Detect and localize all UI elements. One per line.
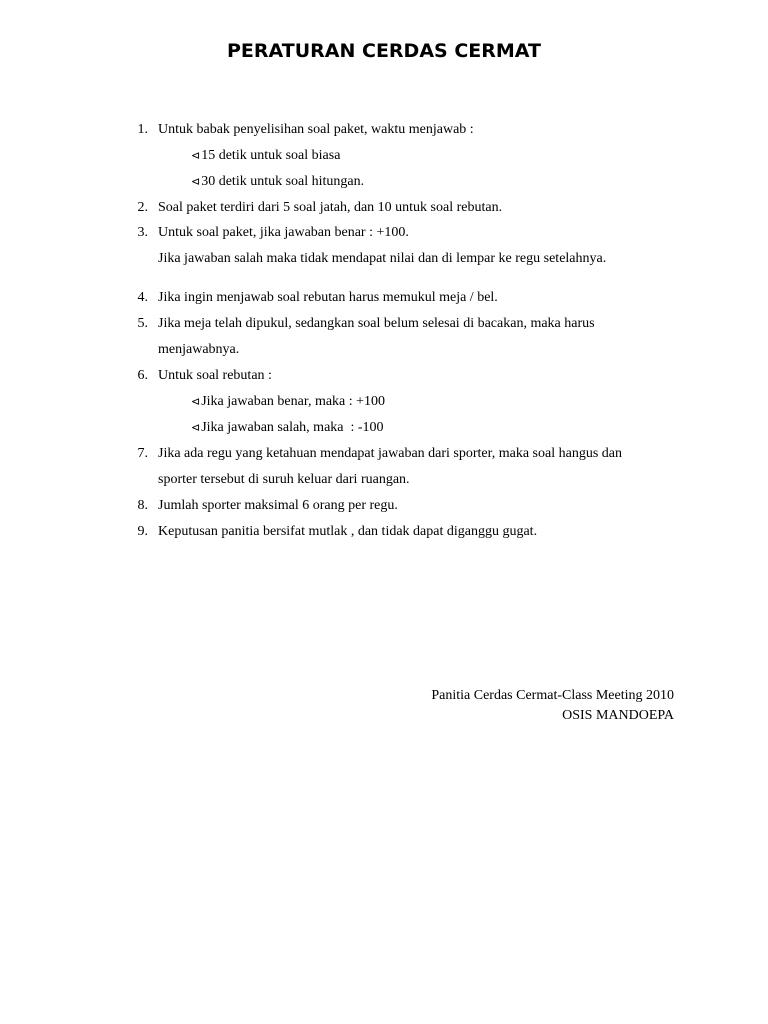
rule-6-text: Untuk soal rebutan : [158, 368, 272, 383]
rule-6-bullet-2: ⊲Jika jawaban salah, maka : -100 [191, 418, 384, 438]
signature-committee: Panitia Cerdas Cermat-Class Meeting 2010 [431, 688, 674, 703]
arrow-bullet-icon: ⊲ [191, 421, 201, 434]
rule-number-9: 9. [137, 524, 148, 539]
signature-organization: OSIS MANDOEPA [562, 708, 674, 723]
rule-number-3: 3. [137, 225, 148, 240]
rule-number-6: 6. [137, 368, 148, 383]
arrow-bullet-icon: ⊲ [191, 395, 201, 408]
rule-number-4: 4. [137, 290, 148, 305]
rule-1-bullet-1: ⊲15 detik untuk soal biasa [191, 146, 340, 166]
page-title: PERATURAN CERDAS CERMAT [227, 40, 541, 62]
rule-number-5: 5. [137, 316, 148, 331]
rule-1-text: Untuk babak penyelisihan soal paket, waktu menjawab : [158, 122, 474, 137]
rule-4-text: Jika ingin menjawab soal rebutan harus memukul meja / bel. [158, 290, 498, 305]
arrow-bullet-icon: ⊲ [191, 149, 201, 162]
rule-2-text: Soal paket terdiri dari 5 soal jatah, dan 10 untuk soal rebutan. [158, 200, 503, 215]
rule-5-text-cont: menjawabnya. [158, 342, 240, 357]
rule-5-text: Jika meja telah dipukul, sedangkan soal belum selesai di bacakan, maka harus [158, 316, 595, 331]
rule-7-text: Jika ada regu yang ketahuan mendapat jawaban dari sporter, maka soal hangus dan [158, 446, 622, 461]
rule-number-7: 7. [137, 446, 148, 461]
rule-number-2: 2. [137, 200, 148, 215]
rule-3-text: Untuk soal paket, jika jawaban benar : +100. [158, 225, 409, 240]
rule-7-text-cont: sporter tersebut di suruh keluar dari ruangan. [158, 472, 410, 487]
rule-8-text: Jumlah sporter maksimal 6 orang per regu. [158, 498, 398, 513]
rule-number-1: 1. [137, 122, 148, 137]
rule-9-text: Keputusan panitia bersifat mutlak , dan tidak dapat diganggu gugat. [158, 524, 538, 539]
rule-6-bullet-1: ⊲Jika jawaban benar, maka : +100 [191, 392, 385, 412]
rule-number-8: 8. [137, 498, 148, 513]
arrow-bullet-icon: ⊲ [191, 175, 201, 188]
rule-1-bullet-2: ⊲30 detik untuk soal hitungan. [191, 172, 364, 192]
rule-3-text-cont: Jika jawaban salah maka tidak mendapat nilai dan di lempar ke regu setelahnya. [158, 251, 607, 266]
